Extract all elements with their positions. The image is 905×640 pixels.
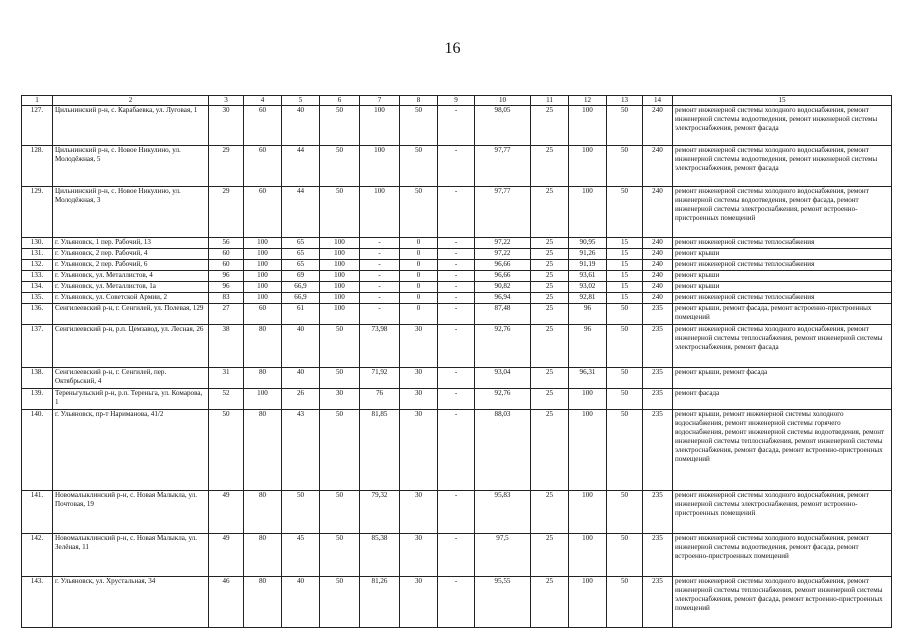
value-cell: 65: [282, 238, 320, 249]
value-cell: 100: [320, 282, 360, 293]
value-cell: 100: [569, 577, 607, 628]
value-cell: 100: [244, 293, 282, 304]
works-cell: ремонт крыши, ремонт фасада, ремонт встроенно-пристроенных помещений: [673, 304, 892, 325]
column-header: 14: [643, 96, 673, 106]
table-row: [22, 325, 892, 368]
address-cell: Сенгилеевский р-н, г. Сенгилей, пер. Октябрьский, 4: [53, 368, 209, 389]
address-cell: г. Ульяновск, ул. Металлистов, 4: [53, 271, 209, 282]
column-header: 2: [53, 96, 209, 106]
value-cell: 66,9: [282, 293, 320, 304]
value-cell: -: [360, 249, 400, 260]
value-cell: 240: [643, 249, 673, 260]
works-cell: ремонт инженерной системы теплоснабжения: [673, 238, 892, 249]
row-number: 133.: [22, 271, 53, 282]
value-cell: 80: [244, 577, 282, 628]
value-cell: 30: [400, 325, 438, 368]
address-cell: г. Ульяновск, 2 пер. Рабочий, 4: [53, 249, 209, 260]
address-cell: Новомалыклинский р-н, с. Новая Малыкла, ул. Почтовая, 19: [53, 491, 209, 534]
value-cell: 91,26: [569, 249, 607, 260]
address-cell: Цильнинский р-н, с. Новое Никулино, ул. Молодёжная, 3: [53, 187, 209, 238]
value-cell: 50: [320, 146, 360, 187]
value-cell: 100: [360, 187, 400, 238]
column-header: 1: [22, 96, 53, 106]
value-cell: 50: [320, 368, 360, 389]
value-cell: 65: [282, 249, 320, 260]
value-cell: 43: [282, 410, 320, 491]
value-cell: 25: [531, 491, 569, 534]
value-cell: 80: [244, 410, 282, 491]
value-cell: 40: [282, 325, 320, 368]
address-cell: г. Ульяновск, пр-т Нариманова, 41/2: [53, 410, 209, 491]
value-cell: 97,77: [475, 187, 531, 238]
column-header: 4: [244, 96, 282, 106]
row-number: 135.: [22, 293, 53, 304]
value-cell: -: [438, 106, 475, 146]
value-cell: 44: [282, 187, 320, 238]
value-cell: 96: [209, 282, 244, 293]
value-cell: 100: [360, 106, 400, 146]
value-cell: 50: [320, 534, 360, 577]
value-cell: -: [438, 368, 475, 389]
value-cell: 100: [569, 187, 607, 238]
value-cell: 60: [244, 106, 282, 146]
table-row: [22, 282, 892, 293]
value-cell: -: [438, 577, 475, 628]
works-cell: ремонт инженерной системы теплоснабжения: [673, 293, 892, 304]
value-cell: 100: [244, 249, 282, 260]
value-cell: 66,9: [282, 282, 320, 293]
value-cell: 92,81: [569, 293, 607, 304]
row-number: 140.: [22, 410, 53, 491]
value-cell: 235: [643, 410, 673, 491]
value-cell: 25: [531, 260, 569, 271]
value-cell: 83: [209, 293, 244, 304]
value-cell: 50: [607, 187, 643, 238]
value-cell: 50: [400, 187, 438, 238]
value-cell: 100: [320, 304, 360, 325]
value-cell: 25: [531, 304, 569, 325]
value-cell: 76: [360, 389, 400, 410]
value-cell: -: [438, 249, 475, 260]
row-number: 143.: [22, 577, 53, 628]
row-number: 138.: [22, 368, 53, 389]
table-row: [22, 368, 892, 389]
value-cell: 50: [607, 491, 643, 534]
value-cell: 0: [400, 293, 438, 304]
value-cell: 50: [282, 491, 320, 534]
value-cell: 60: [244, 187, 282, 238]
value-cell: 73,98: [360, 325, 400, 368]
row-number: 132.: [22, 260, 53, 271]
value-cell: -: [438, 293, 475, 304]
address-cell: г. Ульяновск, ул. Советской Армии, 2: [53, 293, 209, 304]
table-row: [22, 106, 892, 146]
value-cell: 100: [360, 146, 400, 187]
value-cell: 30: [400, 491, 438, 534]
value-cell: 240: [643, 282, 673, 293]
value-cell: 85,38: [360, 534, 400, 577]
value-cell: 235: [643, 389, 673, 410]
value-cell: 60: [209, 260, 244, 271]
value-cell: 52: [209, 389, 244, 410]
address-cell: Новомалыклинский р-н, с. Новая Малыкла, ул. Зелёная, 11: [53, 534, 209, 577]
value-cell: 15: [607, 260, 643, 271]
column-header: 5: [282, 96, 320, 106]
value-cell: 50: [320, 491, 360, 534]
works-cell: ремонт крыши: [673, 282, 892, 293]
value-cell: 50: [607, 106, 643, 146]
address-cell: Тереньгульский р-н, р.п. Тереньга, ул. Комарова, 1: [53, 389, 209, 410]
value-cell: 25: [531, 282, 569, 293]
value-cell: -: [438, 282, 475, 293]
value-cell: 40: [282, 106, 320, 146]
address-cell: г. Ульяновск, 2 пер. Рабочий, 6: [53, 260, 209, 271]
value-cell: 95,83: [475, 491, 531, 534]
value-cell: 81,85: [360, 410, 400, 491]
value-cell: 60: [209, 249, 244, 260]
value-cell: 50: [607, 534, 643, 577]
works-cell: ремонт инженерной системы холодного водоснабжения, ремонт инженерной системы теплоснабжения, ремонт инженерной системы электроснабжения, ремонт фасада, ремонт встроенно-пристроенных помещений: [673, 577, 892, 628]
column-header: 11: [531, 96, 569, 106]
value-cell: 0: [400, 271, 438, 282]
value-cell: -: [438, 491, 475, 534]
value-cell: 25: [531, 410, 569, 491]
row-number: 134.: [22, 282, 53, 293]
value-cell: 96: [209, 271, 244, 282]
value-cell: 30: [400, 368, 438, 389]
column-header: 6: [320, 96, 360, 106]
value-cell: 0: [400, 260, 438, 271]
value-cell: 71,92: [360, 368, 400, 389]
value-cell: 240: [643, 293, 673, 304]
value-cell: 100: [569, 146, 607, 187]
value-cell: 50: [607, 146, 643, 187]
table-row: [22, 293, 892, 304]
table-row: [22, 187, 892, 238]
value-cell: 100: [320, 238, 360, 249]
value-cell: 100: [569, 491, 607, 534]
address-cell: Сенгилеевский р-н, р.п. Цемзавод, ул. Лесная, 26: [53, 325, 209, 368]
column-header: 10: [475, 96, 531, 106]
value-cell: 60: [244, 146, 282, 187]
value-cell: 80: [244, 491, 282, 534]
value-cell: -: [438, 304, 475, 325]
value-cell: 50: [320, 187, 360, 238]
value-cell: 235: [643, 577, 673, 628]
table-row: [22, 491, 892, 534]
value-cell: 25: [531, 389, 569, 410]
address-cell: г. Ульяновск, 1 пер. Рабочий, 13: [53, 238, 209, 249]
value-cell: 25: [531, 534, 569, 577]
value-cell: 97,22: [475, 249, 531, 260]
value-cell: 50: [607, 389, 643, 410]
value-cell: 240: [643, 106, 673, 146]
value-cell: 26: [282, 389, 320, 410]
address-cell: г. Ульяновск, ул. Хрустальная, 34: [53, 577, 209, 628]
value-cell: 30: [209, 106, 244, 146]
row-number: 129.: [22, 187, 53, 238]
row-number: 127.: [22, 106, 53, 146]
works-cell: ремонт крыши: [673, 249, 892, 260]
value-cell: 30: [400, 410, 438, 491]
value-cell: 25: [531, 187, 569, 238]
value-cell: 60: [244, 304, 282, 325]
column-header: 12: [569, 96, 607, 106]
table-row: [22, 389, 892, 410]
table-row: [22, 238, 892, 249]
value-cell: -: [438, 271, 475, 282]
value-cell: 25: [531, 238, 569, 249]
value-cell: 91,19: [569, 260, 607, 271]
value-cell: 240: [643, 238, 673, 249]
value-cell: 45: [282, 534, 320, 577]
value-cell: 29: [209, 187, 244, 238]
value-cell: 240: [643, 146, 673, 187]
value-cell: 0: [400, 304, 438, 325]
value-cell: 240: [643, 271, 673, 282]
works-cell: ремонт фасада: [673, 389, 892, 410]
works-cell: ремонт инженерной системы холодного водоснабжения, ремонт инженерной системы электроснабжения, ремонт встроенно-пристроенных помещений: [673, 491, 892, 534]
value-cell: 92,76: [475, 325, 531, 368]
value-cell: 235: [643, 491, 673, 534]
value-cell: 235: [643, 534, 673, 577]
value-cell: -: [360, 304, 400, 325]
value-cell: -: [438, 325, 475, 368]
value-cell: 100: [320, 293, 360, 304]
value-cell: 100: [569, 106, 607, 146]
value-cell: 96: [569, 304, 607, 325]
value-cell: 100: [320, 249, 360, 260]
column-header: 15: [673, 96, 892, 106]
value-cell: 30: [400, 389, 438, 410]
value-cell: 90,95: [569, 238, 607, 249]
value-cell: 46: [209, 577, 244, 628]
value-cell: 49: [209, 534, 244, 577]
works-cell: ремонт крыши: [673, 271, 892, 282]
table-row: [22, 410, 892, 491]
value-cell: 30: [400, 577, 438, 628]
value-cell: -: [438, 410, 475, 491]
works-cell: ремонт инженерной системы холодного водоснабжения, ремонт инженерной системы водоотведения, ремонт инженерной системы электроснабжения, ремонт фасада: [673, 146, 892, 187]
value-cell: 92,76: [475, 389, 531, 410]
value-cell: -: [438, 534, 475, 577]
value-cell: 80: [244, 325, 282, 368]
repair-table: [21, 95, 892, 628]
value-cell: 0: [400, 238, 438, 249]
value-cell: 50: [400, 146, 438, 187]
works-cell: ремонт инженерной системы холодного водоснабжения, ремонт инженерной системы водоотведения, ремонт фасада, ремонт инженерной системы электроснабжения, ремонт встроенно-пристроенных помещений: [673, 187, 892, 238]
value-cell: 40: [282, 368, 320, 389]
row-number: 139.: [22, 389, 53, 410]
value-cell: 0: [400, 282, 438, 293]
value-cell: 50: [607, 368, 643, 389]
value-cell: -: [360, 260, 400, 271]
address-cell: Цильнинский р-н, с. Карабаевка, ул. Луговая, 1: [53, 106, 209, 146]
value-cell: 79,32: [360, 491, 400, 534]
column-header: 7: [360, 96, 400, 106]
value-cell: 90,82: [475, 282, 531, 293]
value-cell: 100: [244, 282, 282, 293]
value-cell: 50: [320, 577, 360, 628]
value-cell: -: [438, 238, 475, 249]
row-number: 136.: [22, 304, 53, 325]
value-cell: 40: [282, 577, 320, 628]
value-cell: -: [360, 238, 400, 249]
value-cell: 27: [209, 304, 244, 325]
table-row: [22, 534, 892, 577]
works-cell: ремонт инженерной системы теплоснабжения: [673, 260, 892, 271]
value-cell: 15: [607, 271, 643, 282]
works-cell: ремонт инженерной системы холодного водоснабжения, ремонт инженерной системы теплоснабжения, ремонт инженерной системы электроснабжения, ремонт фасада: [673, 325, 892, 368]
works-cell: ремонт инженерной системы холодного водоснабжения, ремонт инженерной системы водоотведения, ремонт инженерной системы электроснабжения, ремонт фасада: [673, 106, 892, 146]
value-cell: 50: [607, 304, 643, 325]
value-cell: 97,22: [475, 238, 531, 249]
works-cell: ремонт инженерной системы холодного водоснабжения, ремонт инженерной системы водоотведения, ремонт фасада, ремонт встроенно-пристроенных помещений: [673, 534, 892, 577]
value-cell: 98,05: [475, 106, 531, 146]
value-cell: 95,55: [475, 577, 531, 628]
value-cell: 0: [400, 249, 438, 260]
value-cell: -: [360, 293, 400, 304]
value-cell: 100: [244, 238, 282, 249]
value-cell: 100: [244, 271, 282, 282]
value-cell: 30: [400, 534, 438, 577]
value-cell: 56: [209, 238, 244, 249]
value-cell: 50: [607, 410, 643, 491]
value-cell: 25: [531, 368, 569, 389]
value-cell: -: [360, 271, 400, 282]
value-cell: 38: [209, 325, 244, 368]
value-cell: 50: [320, 106, 360, 146]
value-cell: 235: [643, 304, 673, 325]
value-cell: 25: [531, 325, 569, 368]
value-cell: 100: [569, 410, 607, 491]
value-cell: 96,31: [569, 368, 607, 389]
value-cell: 25: [531, 249, 569, 260]
value-cell: 15: [607, 249, 643, 260]
value-cell: 50: [209, 410, 244, 491]
page-number: 16: [444, 40, 461, 57]
value-cell: 93,61: [569, 271, 607, 282]
value-cell: 96,94: [475, 293, 531, 304]
header-row: [22, 96, 892, 106]
value-cell: 25: [531, 271, 569, 282]
table-row: [22, 271, 892, 282]
value-cell: 25: [531, 106, 569, 146]
value-cell: 100: [244, 389, 282, 410]
value-cell: 25: [531, 146, 569, 187]
value-cell: 87,48: [475, 304, 531, 325]
value-cell: -: [438, 187, 475, 238]
value-cell: 25: [531, 293, 569, 304]
value-cell: 93,04: [475, 368, 531, 389]
row-number: 137.: [22, 325, 53, 368]
value-cell: 240: [643, 260, 673, 271]
value-cell: 61: [282, 304, 320, 325]
row-number: 130.: [22, 238, 53, 249]
works-cell: ремонт крыши, ремонт фасада: [673, 368, 892, 389]
value-cell: 81,26: [360, 577, 400, 628]
value-cell: 100: [569, 534, 607, 577]
value-cell: 29: [209, 146, 244, 187]
column-header: 8: [400, 96, 438, 106]
value-cell: 97,5: [475, 534, 531, 577]
value-cell: 15: [607, 293, 643, 304]
address-cell: Цильнинский р-н, с. Новое Никулино, ул. Молодёжная, 5: [53, 146, 209, 187]
value-cell: 49: [209, 491, 244, 534]
value-cell: -: [438, 146, 475, 187]
value-cell: 235: [643, 368, 673, 389]
column-header: 13: [607, 96, 643, 106]
table-row: [22, 249, 892, 260]
table-row: [22, 304, 892, 325]
value-cell: 50: [400, 106, 438, 146]
column-header: 3: [209, 96, 244, 106]
value-cell: 100: [569, 389, 607, 410]
table-row: [22, 577, 892, 628]
value-cell: 25: [531, 577, 569, 628]
value-cell: 235: [643, 325, 673, 368]
row-number: 131.: [22, 249, 53, 260]
value-cell: 240: [643, 187, 673, 238]
works-cell: ремонт крыши, ремонт инженерной системы холодного водоснабжения, ремонт инженерной системы горячего водоснабжения, ремонт инженерной системы водоотведения, ремонт инженерной системы теплоснабжения, ремонт инженерной системы электроснабжения, ремонт фасада, ремонт встроенно-пристроенных помещений: [673, 410, 892, 491]
value-cell: -: [360, 282, 400, 293]
row-number: 142.: [22, 534, 53, 577]
table-row: [22, 260, 892, 271]
row-number: 128.: [22, 146, 53, 187]
value-cell: 93,02: [569, 282, 607, 293]
value-cell: 80: [244, 534, 282, 577]
row-number: 141.: [22, 491, 53, 534]
value-cell: 31: [209, 368, 244, 389]
value-cell: -: [438, 260, 475, 271]
value-cell: 96,66: [475, 271, 531, 282]
value-cell: 50: [320, 410, 360, 491]
value-cell: 97,77: [475, 146, 531, 187]
value-cell: 30: [320, 389, 360, 410]
value-cell: 69: [282, 271, 320, 282]
value-cell: 50: [607, 325, 643, 368]
value-cell: 88,03: [475, 410, 531, 491]
value-cell: 50: [607, 577, 643, 628]
value-cell: 100: [320, 271, 360, 282]
value-cell: 44: [282, 146, 320, 187]
value-cell: 100: [244, 260, 282, 271]
value-cell: 15: [607, 238, 643, 249]
value-cell: 65: [282, 260, 320, 271]
value-cell: 50: [320, 325, 360, 368]
value-cell: 96,66: [475, 260, 531, 271]
address-cell: Сенгилеевский р-н, г. Сенгилей, ул. Полевая, 129: [53, 304, 209, 325]
value-cell: 100: [320, 260, 360, 271]
value-cell: 96: [569, 325, 607, 368]
value-cell: -: [438, 389, 475, 410]
value-cell: 15: [607, 282, 643, 293]
column-header: 9: [438, 96, 475, 106]
address-cell: г. Ульяновск, ул. Металлистов, 1а: [53, 282, 209, 293]
table-row: [22, 146, 892, 187]
value-cell: 80: [244, 368, 282, 389]
